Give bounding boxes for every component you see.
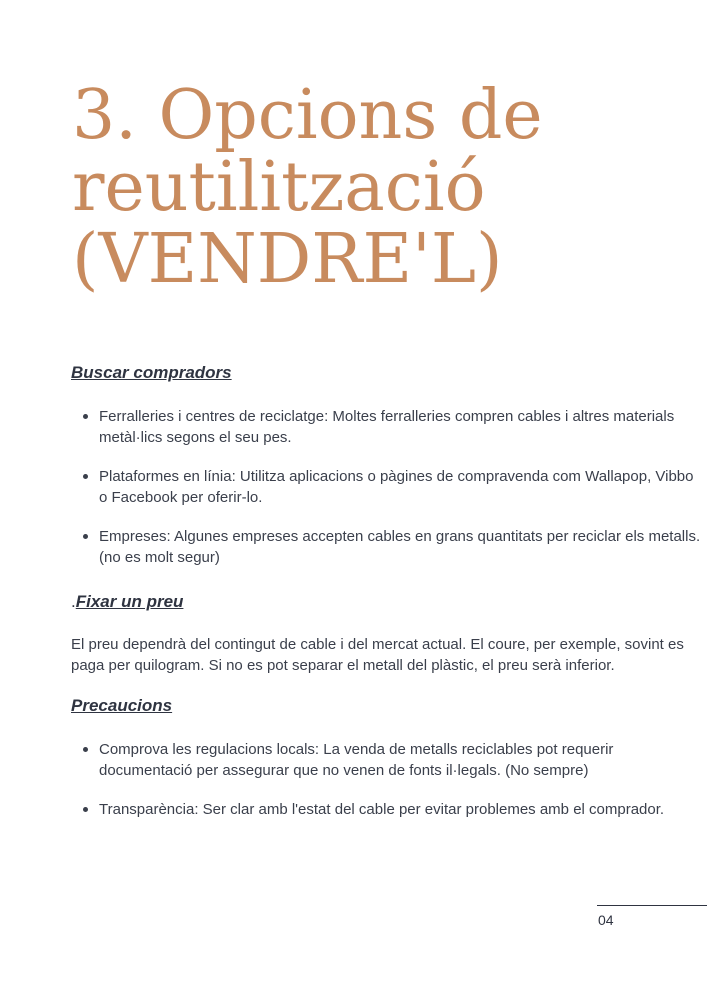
list-item: Plataformes en línia: Utilitza aplicacions o pàgines de compravenda com Wallapop, Vibbo o Facebook per oferir-lo.	[71, 466, 701, 508]
title-line-3: (VENDRE'L)	[72, 220, 503, 299]
page-number: 04	[598, 912, 614, 928]
list-item: Empreses: Algunes empreses accepten cables en grans quantitats per reciclar els metalls. (no es molt segur)	[71, 526, 701, 568]
fixar-preu-paragraph: El preu dependrà del contingut de cable i del mercat actual. El coure, per exemple, sovint es paga per quilogram. Si no es pot separar el metall del plàstic, el preu serà inferior.	[71, 636, 684, 674]
buscar-compradors-list	[71, 406, 701, 568]
heading-prefix: .	[71, 592, 76, 611]
footer-divider	[597, 905, 707, 906]
section-heading-buscar-compradors: Buscar compradors	[71, 363, 232, 382]
title-line-1: 3. Opcions de	[72, 76, 543, 155]
heading-text: Fixar un preu	[75, 592, 184, 611]
section-heading-fixar-preu	[71, 592, 183, 612]
section-heading-precaucions: Precaucions	[71, 696, 173, 715]
page-title	[72, 76, 672, 299]
list-item: Transparència: Ser clar amb l'estat del cable per evitar problemes amb el comprador.	[71, 799, 701, 820]
list-item: Comprova les regulacions locals: La venda de metalls reciclables pot requerir documentació per assegurar que no venen de fonts il·legals. (No sempre)	[71, 739, 701, 781]
precaucions-list	[71, 739, 701, 820]
list-item: Ferralleries i centres de reciclatge: Moltes ferralleries compren cables i altres materials metàl·lics segons el seu pes.	[71, 406, 701, 448]
title-line-2: reutilització	[72, 148, 486, 227]
